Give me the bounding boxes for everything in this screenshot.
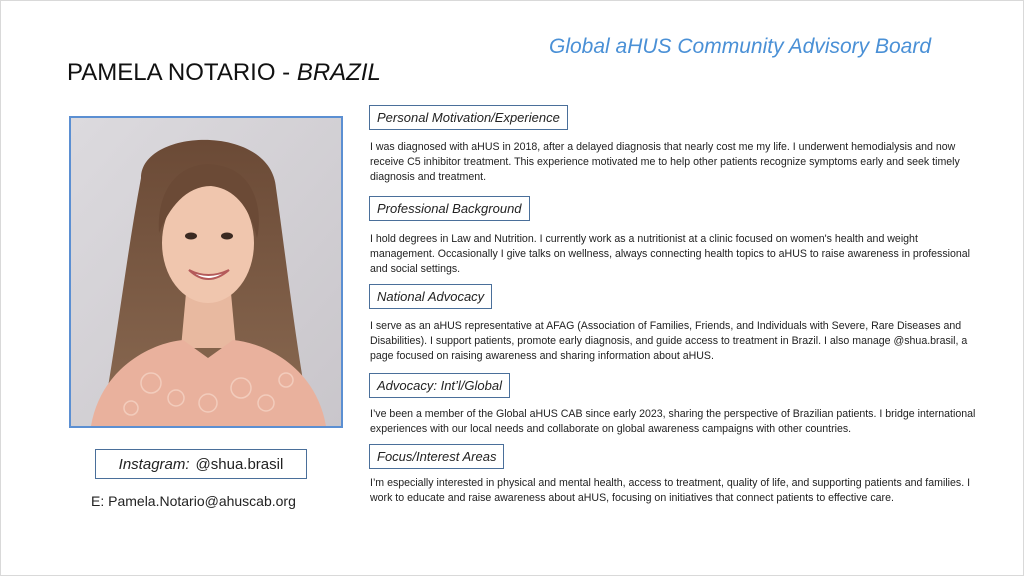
instagram-box — [95, 449, 307, 479]
section-body-professional: I hold degrees in Law and Nutrition. I currently work as a nutritionist at a clinic focused on women's health and weight management. Occasionally I give talks on wellness, always connecting health topics to aHUS to raise awareness in professional and social settings. — [370, 233, 971, 275]
portrait-illustration — [71, 118, 341, 426]
email-text: E: Pamela.Notario@ahuscab.org — [91, 493, 296, 509]
instagram-label: Instagram: — [118, 455, 190, 473]
section-body-national: I serve as an aHUS representative at AFAG (Association of Families, Friends, and Individuals with Severe, Rare Diseases and Disabilities). I support patients, promote early diagnosis, and guide access to treatment in Brazil. I also manage @shua.brasil, a page focused on raising awareness and sharing information about aHUS. — [370, 320, 968, 362]
instagram-handle: @shua.brasil — [195, 455, 284, 473]
person-name — [67, 59, 381, 87]
section-body-motivation: I was diagnosed with aHUS in 2018, after a delayed diagnosis that nearly cost me my life. I underwent hemodialysis and now receive C5 inhibitor treatment. This experience motivated me to help other patients recognize symptoms early and seek timely diagnosis and treatment. — [370, 141, 960, 183]
profile-photo — [69, 116, 343, 428]
section-heading-professional: Professional Background — [369, 196, 530, 221]
section-body-global: I’ve been a member of the Global aHUS CAB since early 2023, sharing the perspective of Brazilian patients. I bridge international experiences with our local needs and collaborate on global awareness campaigns with other countries. — [370, 408, 976, 435]
country-text: BRAZIL — [296, 59, 381, 86]
section-heading-focus: Focus/Interest Areas — [369, 444, 504, 469]
section-body-focus: I’m especially interested in physical and mental health, access to treatment, quality of life, and supporting patients and families. I work to educate and raise awareness about aHUS, focusing on initiatives that connect patients to effective care. — [370, 477, 971, 504]
section-heading-global: Advocacy: Int’l/Global — [369, 373, 510, 398]
section-heading-national: National Advocacy — [369, 284, 492, 309]
section-heading-motivation: Personal Motivation/Experience — [369, 105, 568, 130]
board-title: Global aHUS Community Advisory Board — [549, 35, 932, 58]
name-text: PAMELA NOTARIO - — [67, 59, 297, 86]
